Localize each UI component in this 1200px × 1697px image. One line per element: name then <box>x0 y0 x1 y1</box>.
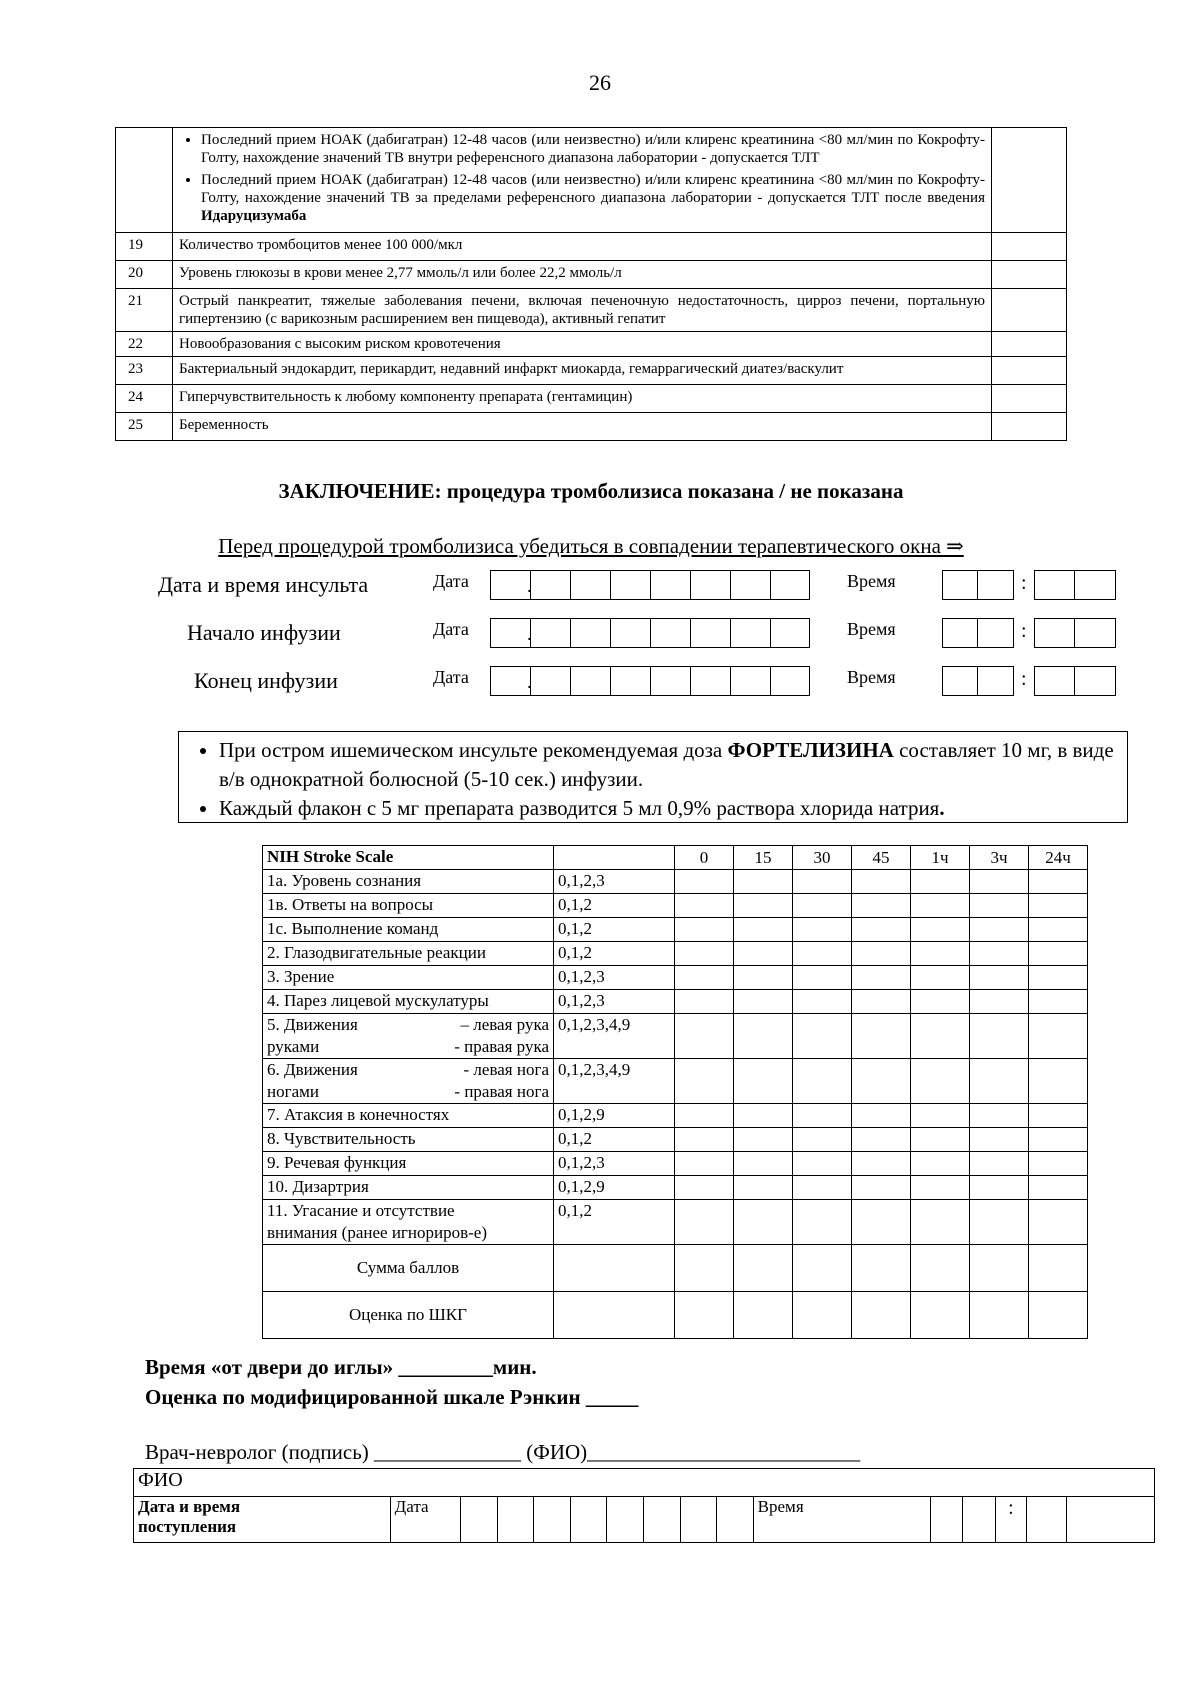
nih-score: 0,1,2 <box>554 942 675 966</box>
nih-item: 3. Зрение <box>263 966 554 990</box>
nih-item: 1с. Выполнение команд <box>263 918 554 942</box>
stroke-date-field[interactable]: . <box>490 570 810 600</box>
mark-cell[interactable] <box>992 385 1067 413</box>
infusion-start-date-field[interactable]: . <box>490 618 810 648</box>
noac-bullet-1: • Последний прием НОАК (дабигатран) 12-48 часов (или неизвестно) и/или клиренс креатинина <80 мл/мин по Кокрофту-Голту, нахождение значений ТВ внутри референсного диапазона лаборатории - допускается ТЛТ <box>201 131 985 167</box>
mark-cell[interactable] <box>992 261 1067 289</box>
nih-item: 1а. Уровень сознания <box>263 870 554 894</box>
nih-score: 0,1,2,3 <box>554 1152 675 1176</box>
row-number: 23 <box>116 357 173 385</box>
time-label: Время <box>847 619 896 639</box>
nih-item: 10. Дизартрия <box>263 1176 554 1200</box>
contra-text: Уровень глюкозы в крови менее 2,77 ммоль/л или более 22,2 ммоль/л <box>173 261 992 289</box>
nih-item: 5. Движения руками <box>263 1014 401 1059</box>
row-number: 25 <box>116 413 173 441</box>
sum-score-label: Сумма баллов <box>263 1245 554 1292</box>
time-col: 24ч <box>1029 846 1088 870</box>
contra-text: Гиперчувствительность к любому компоненту препарата (гентамицин) <box>173 385 992 413</box>
date-label: Дата <box>433 571 469 591</box>
time-col: 30 <box>793 846 852 870</box>
contra-text: Количество тромбоцитов менее 100 000/мкл <box>173 233 992 261</box>
time-col: 1ч <box>911 846 970 870</box>
nih-score: 0,1,2,3 <box>554 966 675 990</box>
contra-text: Бактериальный эндокардит, перикардит, недавний инфаркт миокарда, гемаррагический диатез/васкулит <box>173 357 992 385</box>
contra-text: Новообразования с высоким риском кровотечения <box>173 332 992 357</box>
nih-item: 1в. Ответы на вопросы <box>263 894 554 918</box>
time-col: 0 <box>675 846 734 870</box>
dilution-bullet: • Каждый флакон с 5 мг препарата разводится 5 мл 0,9% раствора хлорида натрия. <box>219 794 1127 823</box>
contraindications-table <box>115 127 1067 441</box>
nih-score: 0,1,2 <box>554 1128 675 1152</box>
nih-score: 0,1,2 <box>554 918 675 942</box>
dosage-info-box <box>178 731 1128 823</box>
nih-stroke-scale-table <box>262 845 1088 1339</box>
nih-score: 0,1,2,3 <box>554 990 675 1014</box>
nih-item: 7. Атаксия в конечностях <box>263 1104 554 1128</box>
neurologist-signature-field[interactable]: Врач-невролог (подпись) ______________ (ФИО)__________________________ <box>145 1440 861 1464</box>
row-number: 22 <box>116 332 173 357</box>
nih-item: 9. Речевая функция <box>263 1152 554 1176</box>
mark-cell[interactable] <box>992 128 1067 233</box>
nih-item: 11. Угасание и отсутствие внимания (ранее игнориров-е) <box>263 1200 554 1245</box>
nih-subitem: - левая нога - правая нога <box>401 1059 554 1104</box>
mark-cell[interactable] <box>992 233 1067 261</box>
dose-bullet: • При остром ишемическом инсульте рекомендуемая доза ФОРТЕЛИЗИНА составляет 10 мг, в виде в/в однократной болюсной (5-10 сек.) инфузии. <box>219 736 1127 794</box>
infusion-end-minute-field[interactable] <box>1034 666 1116 696</box>
infusion-end-label: Конец инфузии <box>194 668 338 693</box>
nih-item: 4. Парез лицевой мускулатуры <box>263 990 554 1014</box>
noac-bullet-2: • Последний прием НОАК (дабигатран) 12-48 часов (или неизвестно) и/или клиренс креатинина <80 мл/мин по Кокрофту-Голту, нахождение значений ТВ за пределами референсного диапазона лаборатории - допускается ТЛТ после введения Идаруцизумаба <box>201 171 985 225</box>
nih-score: 0,1,2,3 <box>554 870 675 894</box>
stroke-datetime-label: Дата и время инсульта <box>158 572 369 597</box>
time-label: Время <box>753 1497 930 1543</box>
nih-score: 0,1,2,3,4,9 <box>554 1014 675 1059</box>
mark-cell[interactable] <box>992 357 1067 385</box>
stroke-minute-field[interactable] <box>1034 570 1116 600</box>
nih-score: 0,1,2 <box>554 1200 675 1245</box>
date-label: Дата <box>390 1497 461 1543</box>
fio-field[interactable]: ФИО <box>134 1469 1155 1497</box>
nih-item: 6. Движения ногами <box>263 1059 401 1104</box>
time-col: 3ч <box>970 846 1029 870</box>
therapeutic-window-note: Перед процедурой тромболизиса убедиться в совпадении терапевтического окна ⇒ <box>218 534 964 558</box>
row-number: 21 <box>116 289 173 332</box>
time-col: 15 <box>734 846 793 870</box>
nih-subitem: – левая рука - правая рука <box>401 1014 554 1059</box>
time-label: Время <box>847 667 896 687</box>
infusion-end-hour-field[interactable] <box>942 666 1014 696</box>
date-label: Дата <box>433 619 469 639</box>
time-label: Время <box>847 571 896 591</box>
nih-item: 2. Глазодвигательные реакции <box>263 942 554 966</box>
patient-admission-table <box>133 1468 1155 1543</box>
time-colon: : <box>995 1497 1026 1543</box>
row-number: 19 <box>116 233 173 261</box>
nih-score: 0,1,2,3,4,9 <box>554 1059 675 1104</box>
nih-item: 8. Чувствительность <box>263 1128 554 1152</box>
mark-cell[interactable] <box>992 289 1067 332</box>
conclusion: ЗАКЛЮЧЕНИЕ: процедура тромболизиса показана / не показана <box>278 479 904 503</box>
nih-score: 0,1,2,9 <box>554 1176 675 1200</box>
gcs-score-label: Оценка по ШКГ <box>263 1292 554 1339</box>
row-number: 24 <box>116 385 173 413</box>
door-to-needle-field[interactable]: Время «от двери до иглы» _________мин. <box>145 1355 537 1379</box>
contra-text: Острый панкреатит, тяжелые заболевания печени, включая печеночную недостаточность, цирроз печени, портальную гипертензию (с варикозным расширением вен пищевода), активный гепатит <box>173 289 992 332</box>
date-label: Дата <box>433 667 469 687</box>
contra-text: Беременность <box>173 413 992 441</box>
infusion-end-date-field[interactable]: . <box>490 666 810 696</box>
time-col: 45 <box>852 846 911 870</box>
mark-cell[interactable] <box>992 413 1067 441</box>
row-number: 20 <box>116 261 173 289</box>
nih-score: 0,1,2,9 <box>554 1104 675 1128</box>
nih-header: NIH Stroke Scale <box>263 846 554 870</box>
infusion-start-minute-field[interactable] <box>1034 618 1116 648</box>
infusion-start-hour-field[interactable] <box>942 618 1014 648</box>
rankin-field[interactable]: Оценка по модифицированной шкале Рэнкин _____ <box>145 1385 639 1409</box>
infusion-start-label: Начало инфузии <box>187 620 341 645</box>
stroke-hour-field[interactable] <box>942 570 1014 600</box>
admission-label: Дата и время поступления <box>134 1497 391 1543</box>
mark-cell[interactable] <box>992 332 1067 357</box>
nih-score: 0,1,2 <box>554 894 675 918</box>
page-number: 26 <box>589 70 611 95</box>
